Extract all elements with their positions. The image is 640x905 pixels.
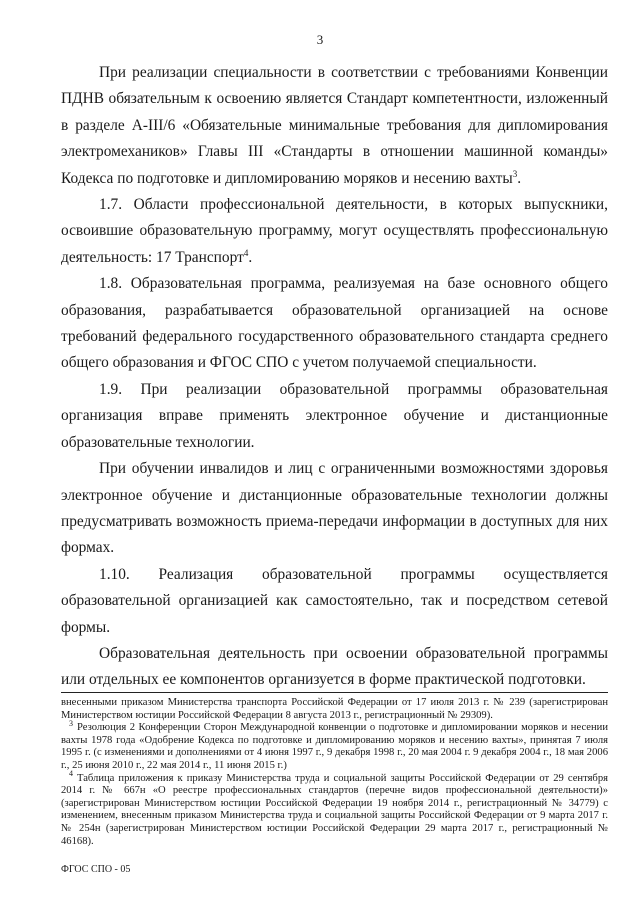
- footnote-3: $^3$ Резолюция 2 Конференции Сторон Международной конвенции о подготовке и дипломировании моряков и несении вахты 1978 года «Одобрение Кодекса по подготовке и дипломированию моряков и несению вахты», принятая 7 июля 1995 г. (с изменениями и дополнениями от 4 июня 1997 г., 9 декабря 1998 г., 20 мая 2004 г. 9 декабря 2004 г., 18 мая 2006 г., 25 июня 2010 г., 22 мая 2014 г., 11 июня 2015 г.): [61, 718, 608, 771]
- paragraph-1-10: 1.10. Реализация образовательной программы осуществляется образовательной организацией как самостоятельно, так и посредством сетевой формы.: [61, 565, 608, 636]
- footnote-ref-3: 3: [512, 168, 518, 179]
- footnote-number: 4: [69, 769, 73, 779]
- paragraph-practical-training: Образовательная деятельность при освоении образовательной программы или отдельных ее компонентов организуется в форме практической подготовки.: [61, 644, 608, 689]
- page-number: 3: [316, 32, 324, 47]
- footnote-ref-4: 4: [243, 247, 249, 258]
- footnote-continued: внесенными приказом Министерства транспорта Российской Федерации от 17 июля 2013 г. № 239 (зарегистрирован Министерством юстиции Российской Федерации 8 августа 2013 г., регистрационный № 29309).: [61, 697, 608, 721]
- document-body: [61, 60, 608, 694]
- footnotes: [61, 697, 608, 848]
- paragraph-disabled-learners: При обучении инвалидов и лиц с ограниченными возможностями здоровья электронное обучение и дистанционные образовательные технологии должны предусматривать возможность приема-передачи информации в доступных для них формах.: [61, 460, 608, 557]
- paragraph-pdnv-competence: При реализации специальности в соответствии с требованиями Конвенции ПДНВ обязательным к освоению является Стандарт компетентности, изложенный в разделе А-III/6 «Обязательные минимальные требования для дипломирования электромехаников» Главы III «Стандарты в отношении машинной команды» Кодекса по подготовке и дипломированию моряков и несению вахты$^3$.: [61, 64, 608, 187]
- footnote-4: $^4$ Таблица приложения к приказу Министерства труда и социальной защиты Российской Федерации от 29 сентября 2014 г. № 667н «О реестре профессиональных стандартов (перечне видов профессиональной деятельности)» (зарегистрирован Министерством юстиции Российской Федерации 19 ноября 2014 г., регистрационный № 34779) с изменением, внесенным приказом Министерства труда и социальной защиты Российской Федерации от 9 марта 2017 г. № 254н (зарегистрирован Министерством юстиции Российской Федерации 29 марта 2017 г., регистрационный № 46168).: [61, 769, 608, 847]
- paragraph-1-8: 1.8. Образовательная программа, реализуемая на базе основного общего образования, разрабатывается образовательной организацией на основе требований федерального государственного образовательного стандарта среднего общего образования и ФГОС СПО с учетом получаемой специальности.: [61, 275, 608, 372]
- paragraph-1-7: 1.7. Области профессиональной деятельности, в которых выпускники, освоившие образовательную программу, могут осуществлять профессиональную деятельность: 17 Транспорт$^4$.: [61, 196, 608, 266]
- footnote-divider: [61, 692, 608, 693]
- footnote-number: 3: [69, 718, 73, 728]
- footer-document-code: ФГОС СПО - 05: [61, 864, 131, 875]
- paragraph-1-9: 1.9. При реализации образовательной программы образовательная организация вправе применять электронное обучение и дистанционные образовательные технологии.: [61, 380, 608, 451]
